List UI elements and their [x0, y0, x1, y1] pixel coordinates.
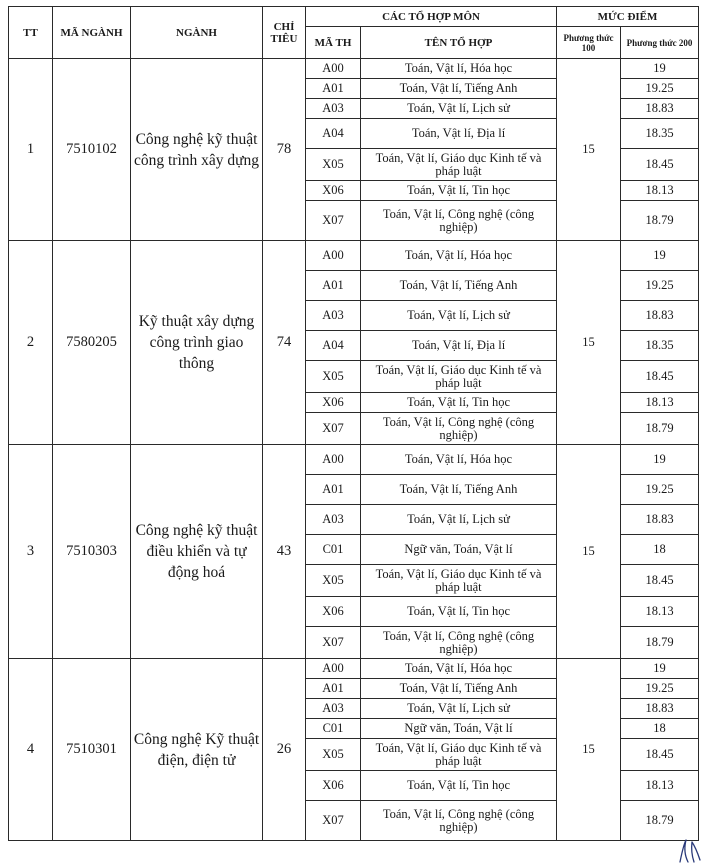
combo-name: Toán, Vật lí, Tin học	[361, 597, 557, 627]
combo-code: X07	[306, 413, 361, 445]
combo-code: A00	[306, 445, 361, 475]
combo-code: X06	[306, 771, 361, 801]
score-method-200: 18.13	[621, 181, 699, 201]
major-quota: 74	[263, 241, 306, 445]
combo-name: Toán, Vật lí, Tin học	[361, 393, 557, 413]
combo-code: X05	[306, 361, 361, 393]
combo-code: A01	[306, 271, 361, 301]
combo-code: X05	[306, 739, 361, 771]
combo-name: Toán, Vật lí, Giáo dục Kinh tế và pháp luật	[361, 565, 557, 597]
major-quota: 43	[263, 445, 306, 659]
combo-code: A00	[306, 241, 361, 271]
major-code: 7510102	[53, 59, 131, 241]
score-method-200: 18.79	[621, 201, 699, 241]
score-method-200: 19.25	[621, 475, 699, 505]
combo-name: Toán, Vật lí, Hóa học	[361, 659, 557, 679]
combo-name: Toán, Vật lí, Tiếng Anh	[361, 271, 557, 301]
score-method-100: 15	[557, 445, 621, 659]
header-muc-diem: MỨC ĐIỂM	[557, 7, 699, 27]
combo-code: A00	[306, 59, 361, 79]
combo-name: Toán, Vật lí, Hóa học	[361, 445, 557, 475]
major-code: 7580205	[53, 241, 131, 445]
table-row	[9, 59, 699, 79]
major-tt: 2	[9, 241, 53, 445]
score-method-100: 15	[557, 59, 621, 241]
combo-name: Toán, Vật lí, Tin học	[361, 181, 557, 201]
header-nganh: NGÀNH	[131, 7, 263, 59]
table-row	[9, 659, 699, 679]
combo-code: X06	[306, 181, 361, 201]
combo-name: Toán, Vật lí, Công nghệ (công nghiệp)	[361, 413, 557, 445]
major-tt: 4	[9, 659, 53, 841]
score-method-100: 15	[557, 241, 621, 445]
major-name: Công nghệ Kỹ thuật điện, điện tử	[131, 659, 263, 841]
header-phuong-thuc-200: Phương thức 200	[621, 27, 699, 59]
score-method-200: 19	[621, 59, 699, 79]
combo-name: Toán, Vật lí, Hóa học	[361, 59, 557, 79]
score-method-200: 18.13	[621, 393, 699, 413]
combo-code: A01	[306, 79, 361, 99]
score-method-200: 18.45	[621, 149, 699, 181]
combo-name: Toán, Vật lí, Giáo dục Kinh tế và pháp luật	[361, 149, 557, 181]
score-method-100: 15	[557, 659, 621, 841]
header-ma-th: MÃ TH	[306, 27, 361, 59]
combo-code: A03	[306, 99, 361, 119]
combo-code: A04	[306, 331, 361, 361]
major-name: Công nghệ kỹ thuật điều khiển và tự động hoá	[131, 445, 263, 659]
score-method-200: 18.83	[621, 699, 699, 719]
major-code: 7510303	[53, 445, 131, 659]
header-tt: TT	[9, 7, 53, 59]
combo-name: Toán, Vật lí, Giáo dục Kinh tế và pháp luật	[361, 361, 557, 393]
score-method-200: 19	[621, 659, 699, 679]
combo-name: Toán, Vật lí, Lịch sử	[361, 301, 557, 331]
table-row	[9, 241, 699, 271]
combo-name: Toán, Vật lí, Hóa học	[361, 241, 557, 271]
combo-code: X07	[306, 627, 361, 659]
combo-code: X05	[306, 149, 361, 181]
combo-name: Toán, Vật lí, Lịch sử	[361, 699, 557, 719]
major-code: 7510301	[53, 659, 131, 841]
score-method-200: 19	[621, 445, 699, 475]
score-method-200: 18.45	[621, 565, 699, 597]
combo-name: Toán, Vật lí, Địa lí	[361, 331, 557, 361]
combo-code: X07	[306, 801, 361, 841]
combo-code: A00	[306, 659, 361, 679]
combo-code: C01	[306, 719, 361, 739]
score-method-200: 18	[621, 535, 699, 565]
combo-name: Toán, Vật lí, Lịch sử	[361, 99, 557, 119]
score-method-200: 18.79	[621, 627, 699, 659]
combo-code: X06	[306, 597, 361, 627]
score-method-200: 19	[621, 241, 699, 271]
major-quota: 78	[263, 59, 306, 241]
combo-name: Toán, Vật lí, Tiếng Anh	[361, 679, 557, 699]
score-method-200: 18.83	[621, 99, 699, 119]
score-method-200: 18.35	[621, 331, 699, 361]
major-tt: 3	[9, 445, 53, 659]
score-method-200: 18	[621, 719, 699, 739]
score-method-200: 19.25	[621, 679, 699, 699]
combo-code: X05	[306, 565, 361, 597]
combo-code: A03	[306, 301, 361, 331]
score-method-200: 18.45	[621, 361, 699, 393]
score-method-200: 18.13	[621, 771, 699, 801]
combo-name: Toán, Vật lí, Giáo dục Kinh tế và pháp luật	[361, 739, 557, 771]
header-chi-tieu: CHỈ TIÊU	[263, 7, 306, 59]
combo-code: X06	[306, 393, 361, 413]
header-phuong-thuc-100: Phương thức 100	[557, 27, 621, 59]
major-quota: 26	[263, 659, 306, 841]
combo-name: Toán, Vật lí, Địa lí	[361, 119, 557, 149]
combo-name: Toán, Vật lí, Công nghệ (công nghiệp)	[361, 627, 557, 659]
combo-code: C01	[306, 535, 361, 565]
score-method-200: 18.35	[621, 119, 699, 149]
score-method-200: 19.25	[621, 79, 699, 99]
score-method-200: 18.83	[621, 301, 699, 331]
admission-score-table	[8, 6, 699, 841]
score-method-200: 18.79	[621, 413, 699, 445]
combo-code: A04	[306, 119, 361, 149]
major-tt: 1	[9, 59, 53, 241]
combo-name: Toán, Vật lí, Tin học	[361, 771, 557, 801]
combo-code: A01	[306, 679, 361, 699]
header-ten-to-hop: TÊN TỔ HỢP	[361, 27, 557, 59]
major-name: Kỹ thuật xây dựng công trình giao thông	[131, 241, 263, 445]
combo-name: Toán, Vật lí, Công nghệ (công nghiệp)	[361, 201, 557, 241]
major-name: Công nghệ kỹ thuật công trình xây dựng	[131, 59, 263, 241]
signature-mark-icon	[672, 838, 708, 863]
score-method-200: 18.79	[621, 801, 699, 841]
combo-name: Toán, Vật lí, Lịch sử	[361, 505, 557, 535]
combo-name: Ngữ văn, Toán, Vật lí	[361, 535, 557, 565]
combo-name: Toán, Vật lí, Công nghệ (công nghiệp)	[361, 801, 557, 841]
header-cac-to-hop: CÁC TỔ HỢP MÔN	[306, 7, 557, 27]
score-method-200: 19.25	[621, 271, 699, 301]
combo-name: Toán, Vật lí, Tiếng Anh	[361, 79, 557, 99]
score-method-200: 18.45	[621, 739, 699, 771]
combo-code: A03	[306, 505, 361, 535]
score-method-200: 18.83	[621, 505, 699, 535]
combo-name: Ngữ văn, Toán, Vật lí	[361, 719, 557, 739]
table-row	[9, 445, 699, 475]
header-ma-nganh: MÃ NGÀNH	[53, 7, 131, 59]
score-method-200: 18.13	[621, 597, 699, 627]
combo-name: Toán, Vật lí, Tiếng Anh	[361, 475, 557, 505]
combo-code: A01	[306, 475, 361, 505]
combo-code: X07	[306, 201, 361, 241]
combo-code: A03	[306, 699, 361, 719]
